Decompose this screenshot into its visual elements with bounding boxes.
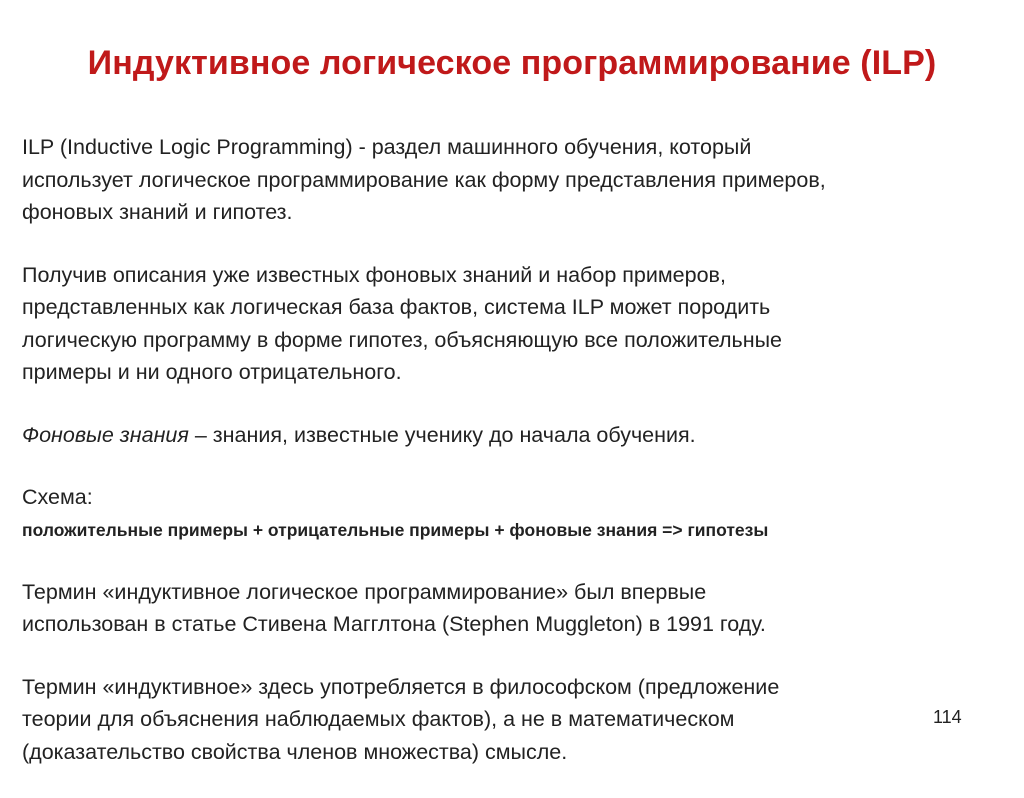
text-line: примеры и ни одного отрицательного.: [22, 360, 402, 384]
text-line: (доказательство свойства членов множества) смысле.: [22, 739, 568, 764]
paragraph-history: [22, 576, 1007, 641]
page-number: 114: [933, 707, 962, 727]
paragraph-background-knowledge: [22, 419, 1007, 452]
text-line: логическую программу в форме гипотез, объясняющую все положительные: [22, 327, 782, 352]
text-line: ILP (Inductive Logic Programming) - раздел машинного обучения, который: [22, 135, 752, 159]
background-knowledge-term: Фоновые знания: [22, 422, 189, 447]
background-knowledge-definition: – знания, известные ученику до начала обучения.: [188, 422, 696, 447]
text-line: Термин «индуктивное логическое программирование» был впервые: [22, 579, 707, 604]
text-line: представленных как логическая база фактов, система ILP может породить: [22, 295, 771, 319]
text-line: фоновых знаний и гипотез.: [22, 200, 293, 224]
paragraph-definition: [22, 131, 1007, 229]
text-line: Получив описания уже известных фоновых знаний и набор примеров,: [22, 262, 726, 287]
text-line: теории для объяснения наблюдаемых фактов), а не в математическом: [22, 707, 735, 731]
text-line: использован в статье Стивена Магглтона (Stephen Muggleton) в 1991 году.: [22, 612, 766, 636]
slide-title: Индуктивное логическое программирование (ILP): [87, 44, 937, 82]
paragraph-meaning: [22, 671, 1007, 769]
scheme-label: Схема:: [22, 485, 93, 509]
scheme-formula: положительные примеры + отрицательные примеры + фоновые знания => гипотезы: [22, 519, 769, 540]
text-line: [22, 419, 1007, 452]
text-line: Термин «индуктивное» здесь употребляется в философском (предложение: [22, 674, 780, 699]
paragraph-scheme: [22, 481, 1007, 546]
paragraph-description: [22, 259, 1007, 389]
slide-body: [22, 131, 1007, 798]
text-line: использует логическое программирование как форму представления примеров,: [22, 167, 826, 192]
